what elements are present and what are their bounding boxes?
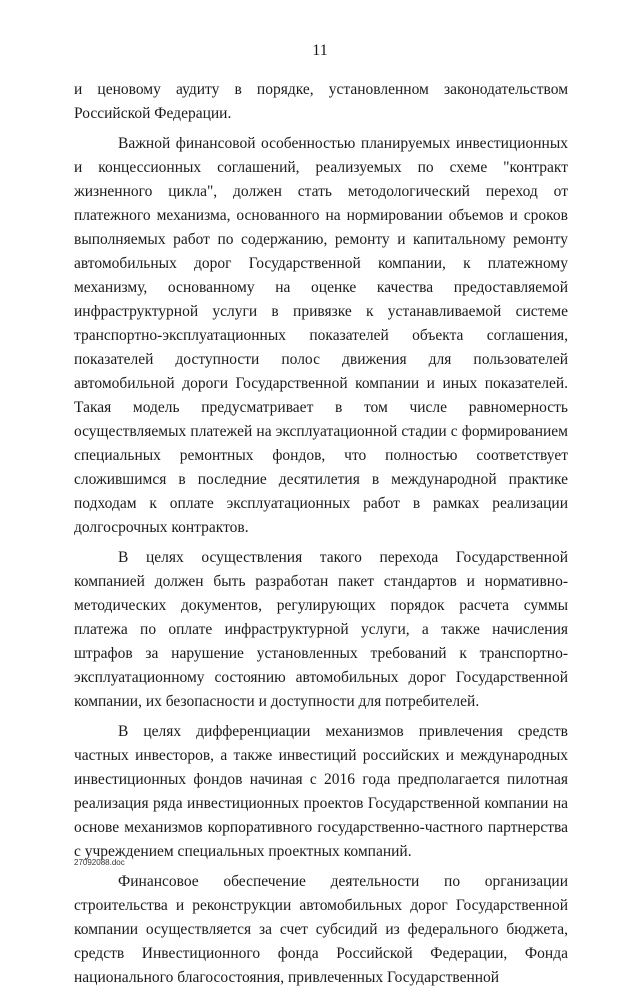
page-number: 11 <box>312 42 328 59</box>
paragraph-1: и ценовому аудиту в порядке, установленном законодательством Российской Федерации. <box>74 81 568 122</box>
paragraph-5: Финансовое обеспечение деятельности по организации строительства и реконструкции автомобильных дорог Государственной компании осуществляется за счет субсидий из федерального бюджета, средств Инвестиционного фонда Российской Федерации, Фонда национального благосостояния, привлеченных Государственной <box>74 873 568 986</box>
paragraph-4: В целях дифференциации механизмов привлечения средств частных инвесторов, а также инвестиций российских и международных инвестиционных фондов начиная с 2016 года предполагается пилотная реализация ряда инвестиционных проектов Государственной компании на основе механизмов корпоративного государственно-частного партнерства с учреждением специальных проектных компаний. <box>74 723 568 860</box>
paragraph-2: Важной финансовой особенностью планируемых инвестиционных и концессионных соглашений, реализуемых по схеме "контракт жизненного цикла", должен стать методологический переход от платежного механизма, основанного на нормировании объемов и сроков выполняемых работ по содержанию, ремонту и капитальному ремонту автомобильных дорог Государственной компании, к платежному механизму, основанному на оценке качества предоставляемой инфраструктурной услуги в привязке к устанавливаемой системе транспортно-эксплуатационных показателей объекта соглашения, показателей доступности полос движения для пользователей автомобильной дороги Государственной компании и иных показателей. Такая модель предусматривает в том числе равномерность осуществляемых платежей на эксплуатационной стадии с формированием специальных ремонтных фондов, что полностью соответствует сложившимся в последние десятилетия в международной практике подходам к оплате эксплуатационных работ в рамках реализации долгосрочных контрактов. <box>74 135 568 536</box>
paragraph-3: В целях осуществления такого перехода Государственной компанией должен быть разработан пакет стандартов и нормативно-методических документов, регулирующих порядок расчета суммы платежа по оплате инфраструктурной услуги, а также начисления штрафов за нарушение установленных требований к транспортно-эксплуатационному состоянию автомобильных дорог Государственной компании, их безопасности и доступности для потребителей. <box>74 549 568 710</box>
document-body <box>74 78 568 990</box>
footer-filename: 27092088.doc <box>74 858 125 867</box>
